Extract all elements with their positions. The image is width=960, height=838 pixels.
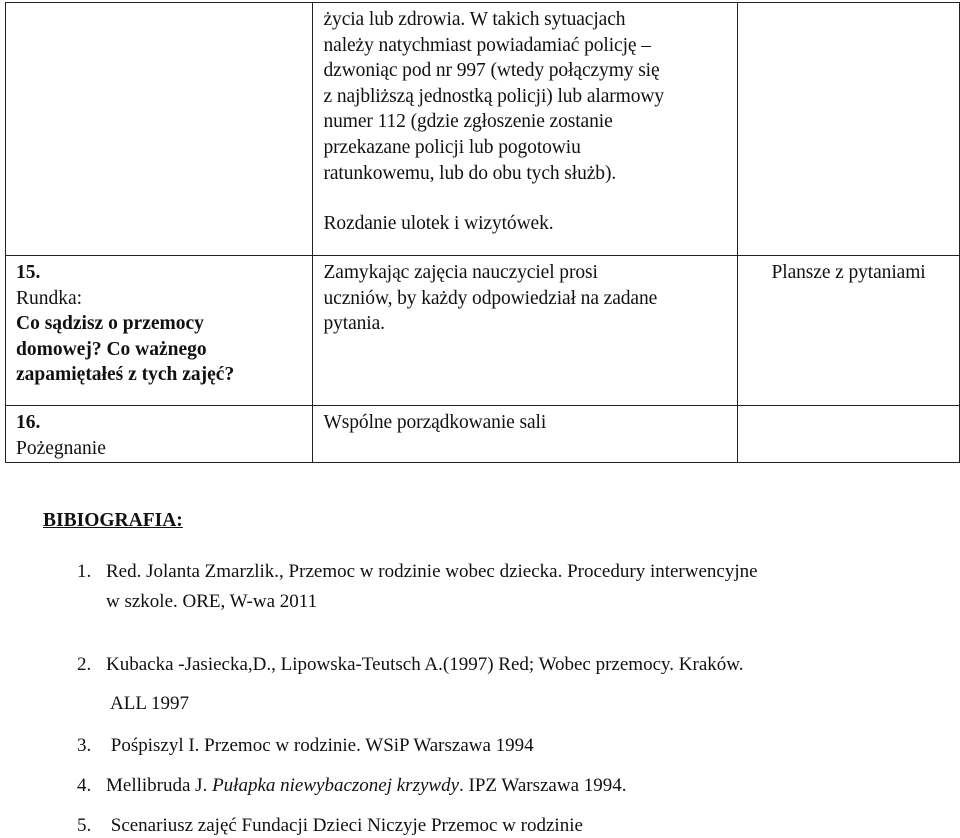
description-line: z najbliższą jednostką policji) lub alarmowy [323,85,665,107]
entry-text: Red. Jolanta Zmarzlik., Przemoc w rodzinie wobec dziecka. Procedury interwencyjne [106,561,758,582]
bibliography-entry [77,775,627,797]
description-line: uczniów, by każdy odpowiedział na zadane [323,287,658,309]
description-line: Wspólne porządkowanie sali [323,412,547,433]
stage-title: Rundka: [16,287,83,309]
entry-number: 1. [77,561,92,582]
entry-text-author: Mellibruda J. [106,775,213,796]
entry-text-publisher: . IPZ Warszawa 1994. [459,775,627,796]
description-line: należy natychmiast powiadamiać policję – [323,34,651,56]
table-cell-materials: Plansze z pytaniami [738,256,960,406]
table-row [6,3,960,256]
table-cell-description [313,3,738,256]
entry-number: 5. [77,815,92,836]
table-cell-empty [6,3,313,256]
description-line: przekazane policji lub pogotowiu [323,136,581,158]
table-cell-stage [6,406,313,463]
table-row [6,256,960,406]
table-cell-stage [6,256,313,406]
bibliography-entry [77,815,583,837]
stage-question-line: Co sądzisz o przemocy [16,313,204,335]
table-cell-empty [738,3,960,256]
lesson-plan-table [5,2,960,463]
bibliography-entry [77,654,743,676]
description-line: numer 112 (gdzie zgłoszenie zostanie [323,111,613,133]
bibliography-entry [77,735,534,757]
stage-question-line: domowej? Co ważnego [16,338,207,360]
description-line: Rozdanie ulotek i wizytówek. [323,213,554,235]
description-line: dzwoniąc pod nr 997 (wtedy połączymy się [323,60,660,82]
stage-number: 16. [16,412,41,433]
table-cell-materials [738,406,960,463]
bibliography-entry-continuation: w szkole. ORE, W-wa 2011 [106,591,318,612]
entry-number: 4. [77,775,92,796]
entry-text: Scenariusz zajęć Fundacji Dzieci Niczyje Przemoc w rodzinie [106,815,583,836]
bibliography-heading: BIBIOGRAFIA: [43,510,183,531]
description-line: ratunkowemu, lub do obu tych służb). [323,162,617,184]
table-cell-description [313,256,738,406]
description-line: Zamykając zajęcia nauczyciel prosi [323,262,598,283]
bibliography-entry-continuation: ALL 1997 [110,693,189,714]
entry-text: Kubacka -Jasiecka,D., Lipowska-Teutsch A.(1997) Red; Wobec przemocy. Kraków. [106,654,744,675]
table-row [6,406,960,463]
stage-title: Pożegnanie [16,437,106,459]
stage-question-line: zapamiętałeś z tych zajęć? [16,364,235,386]
description-line: pytania. [323,313,385,335]
description-line: życia lub zdrowia. W takich sytuacjach [323,9,626,30]
entry-text-title: Pułapka niewybaczonej krzywdy [212,775,460,796]
stage-number: 15. [16,262,41,283]
entry-text: Pośpiszyl I. Przemoc w rodzinie. WSiP Warszawa 1994 [106,735,534,756]
entry-number: 2. [77,654,92,675]
bibliography-entry [77,561,758,583]
entry-number: 3. [77,735,92,756]
table-cell-description [313,406,738,463]
